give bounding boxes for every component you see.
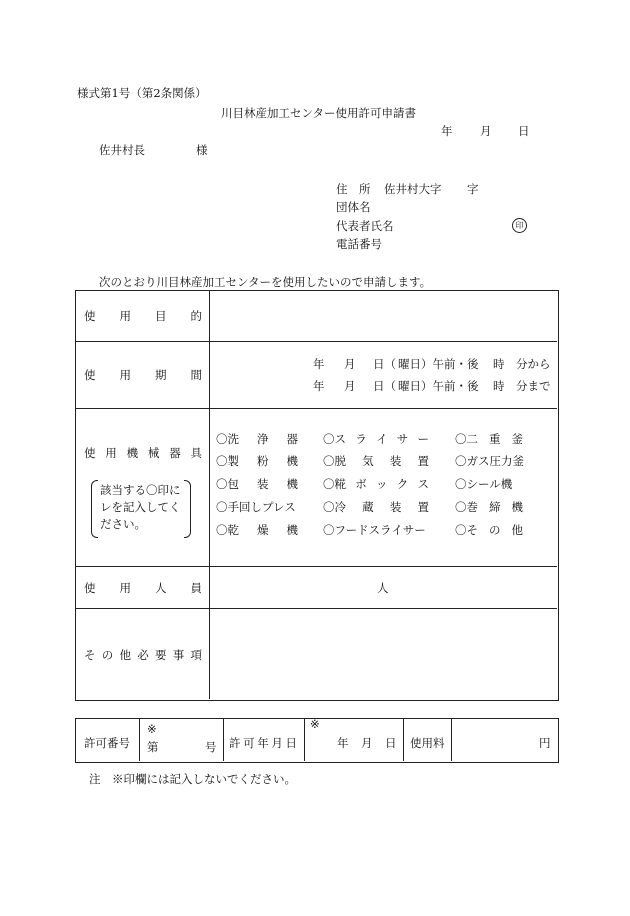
equipment-option[interactable]: 〇二 重 釜: [455, 432, 523, 446]
date-month: 月: [480, 124, 492, 138]
equipment-option[interactable]: 〇冷 蔵 装 置: [323, 500, 429, 514]
yen-label: 円: [539, 736, 551, 750]
footnote: 注 ※印欄には記入しないでください。: [89, 772, 296, 786]
table-column-divider: [209, 290, 210, 699]
dai-label: 第: [147, 740, 159, 754]
equipment-option[interactable]: 〇糀 ボ ッ ク ス: [323, 477, 429, 491]
cell-divider: [451, 718, 452, 761]
permit-date-month: 月: [361, 736, 373, 750]
permit-date-label: 許 可 年 月 日: [229, 736, 297, 750]
equipment-option[interactable]: 〇製 粉 機: [216, 454, 298, 468]
period-label: 使 用 期 間: [84, 368, 202, 382]
persons-label: 使 用 人 員: [84, 581, 202, 595]
equipment-option[interactable]: 〇洗 浄 器: [216, 432, 298, 446]
row-divider: [75, 608, 557, 609]
seal-mark: 印: [512, 218, 527, 233]
equipment-option[interactable]: 〇ス ラ イ サ ー: [323, 432, 429, 446]
phone-label: 電話番号: [336, 237, 382, 251]
equipment-option[interactable]: 〇フードスライサー: [323, 523, 426, 537]
fee-label: 使用料: [410, 736, 445, 750]
permit-number-label: 許可番号: [84, 736, 130, 750]
equipment-option[interactable]: 〇脱 気 装 置: [323, 454, 429, 468]
purpose-label: 使 用 目 的: [84, 309, 202, 323]
row-divider: [75, 341, 557, 342]
equipment-option[interactable]: 〇そ の 他: [455, 523, 523, 537]
permit-date-year: 年: [337, 736, 349, 750]
row-divider: [75, 566, 557, 567]
date-day: 日: [518, 124, 530, 138]
row-divider: [75, 408, 557, 409]
addressee: 佐井村長: [99, 143, 145, 157]
representative-label: 代表者氏名: [336, 219, 394, 233]
permit-date-day: 日: [385, 736, 397, 750]
equipment-option[interactable]: 〇ガス圧力釜: [455, 454, 524, 468]
other-requirements-label: そ の 他 必 要 事 項: [84, 648, 202, 662]
go-label: 号: [205, 740, 217, 754]
addressee-suffix: 様: [196, 143, 208, 157]
equipment-option[interactable]: 〇シール機: [455, 477, 513, 491]
equipment-note: 該当する〇印にレを記入してください。: [91, 480, 191, 538]
intro-text: 次のとおり川目林産加工センターを使用したいので申請します。: [99, 275, 432, 289]
address-value[interactable]: 佐井村大字: [384, 182, 442, 196]
equipment-option[interactable]: 〇手回しプレス: [216, 500, 296, 514]
date-year: 年: [441, 124, 453, 138]
other-requirements-field[interactable]: [211, 610, 555, 698]
address-label: 住 所: [336, 182, 371, 196]
equipment-option[interactable]: 〇乾 燥 機: [216, 523, 298, 537]
form-number: 様式第1号（第2条関係）: [77, 86, 207, 100]
purpose-field[interactable]: [211, 292, 555, 340]
cell-divider: [223, 718, 224, 761]
cell-divider: [304, 718, 305, 761]
persons-unit[interactable]: 人: [377, 581, 389, 595]
office-mark: ※: [310, 717, 320, 731]
equipment-label: 使 用 機 械 器 具: [84, 446, 202, 460]
page-title: 川目林産加工センター使用許可申請書: [221, 106, 417, 120]
equipment-option[interactable]: 〇巻 締 機: [455, 500, 523, 514]
cell-divider: [139, 718, 140, 761]
aza-label: 字: [467, 182, 479, 196]
cell-divider: [403, 718, 404, 761]
equipment-option[interactable]: 〇包 装 機: [216, 477, 298, 491]
group-name-label: 団体名: [336, 200, 371, 214]
office-mark: ※: [147, 722, 157, 736]
left-bracket: [91, 480, 98, 538]
